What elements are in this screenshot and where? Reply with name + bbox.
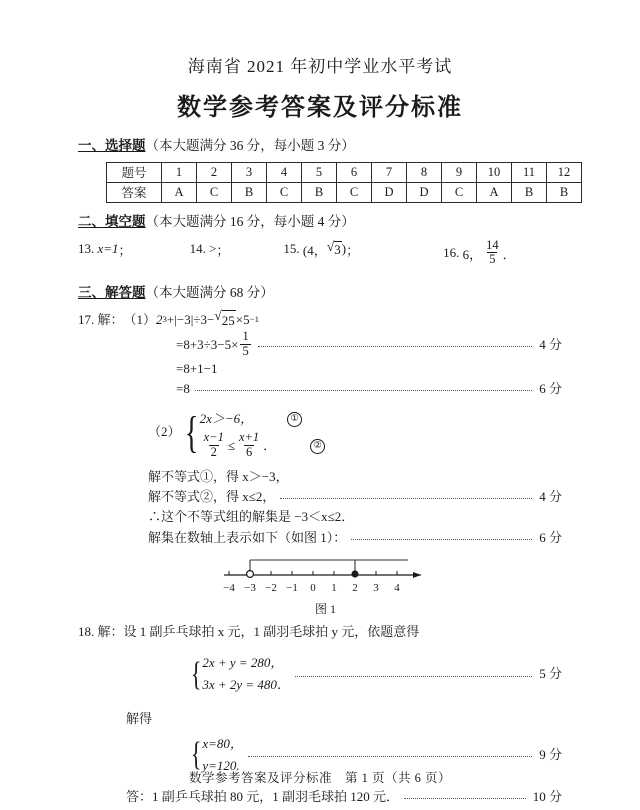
blank-answer-15 [283, 240, 359, 259]
step1-prefix: =8+3÷3−5× [176, 336, 239, 352]
fraction-x-minus-1-over-2 [202, 431, 226, 459]
table-cell-number: 1 [162, 163, 197, 183]
blank-14-number: 14. [189, 241, 206, 256]
dot-leader [295, 668, 532, 677]
table-cell-number: 10 [477, 163, 512, 183]
section-two-label: 二、填空题 [78, 214, 146, 231]
solution-text-4: 解集在数轴上表示如下（如图 1）： [148, 529, 347, 545]
svg-text:4: 4 [394, 581, 400, 594]
fill-blank-answers [78, 237, 562, 274]
svg-text:3: 3 [373, 581, 379, 594]
blank-answer-13 [78, 240, 132, 259]
blank-answer-14 [190, 240, 230, 259]
table-cell-number: 2 [197, 163, 232, 183]
problem-18-equation-system [78, 653, 562, 697]
table-cell-answer: C [337, 183, 372, 203]
blank-13-number: 13. [78, 241, 95, 256]
system-row-2 [200, 432, 326, 459]
dot-leader [404, 790, 526, 799]
expr-radicand: 25 [222, 310, 236, 331]
section-one-note: （本大题满分 36 分，每小题 3 分） [145, 138, 355, 153]
equation-1: 2x + y = 280， [202, 655, 284, 671]
table-cell-answer: B [547, 183, 582, 203]
problem-17-part2-tag: （2） [148, 424, 181, 440]
row-header-answer: 答案 [107, 183, 162, 203]
svg-text:−4: −4 [223, 581, 235, 594]
table-cell-number: 5 [302, 163, 337, 183]
answer-table-wrapper [106, 162, 571, 203]
section-heading-choice [78, 136, 562, 156]
section-three-label: 三、解答题 [78, 284, 146, 301]
problem-18-solve-word: 解： [97, 624, 124, 640]
table-cell-number: 12 [547, 163, 582, 183]
problem-17-step-1 [78, 331, 562, 359]
svg-text:1: 1 [331, 581, 337, 594]
row-header-number: 题号 [107, 163, 162, 183]
fraction-14-over-5 [484, 239, 500, 267]
answer-text: 答：1 副乒乓球拍 80 元，1 副羽毛球拍 120 元． [126, 788, 400, 804]
svg-text:0: 0 [310, 581, 316, 594]
problem-18-answer-line [78, 787, 562, 807]
blank-14-value: > [209, 241, 217, 256]
sqrt-icon: √ 3 [326, 239, 341, 257]
equation-system [188, 653, 290, 697]
dot-leader [248, 748, 532, 757]
problem-17-part1-tag: （1） [123, 311, 157, 327]
inequality-1: 2x＞−6， [199, 410, 254, 426]
score-mark: 6 分 [539, 529, 562, 545]
problem-17-number: 17. [78, 311, 95, 327]
problem-17-step-3 [78, 379, 562, 399]
page-title: 数学参考答案及评分标准 [177, 93, 463, 121]
problem-17 [78, 309, 562, 619]
table-cell-answer: A [477, 183, 512, 203]
equation-2: 3x + 2y = 480． [202, 677, 290, 693]
section-two-note: （本大题满分 16 分，每小题 4 分） [145, 214, 355, 230]
table-cell-answer: C [197, 183, 232, 203]
table-cell-answer: B [232, 183, 267, 203]
fraction-1-over-5 [240, 330, 250, 358]
problem-18-setup-line [78, 622, 562, 642]
blank-15-open: (4， [302, 242, 327, 258]
score-mark: 10 分 [532, 788, 562, 804]
blank-15-tail: ； [346, 242, 360, 258]
problem-17-step-2 [78, 359, 562, 379]
problem-17-expression-line [78, 309, 562, 331]
fraction-denominator: 5 [242, 343, 249, 358]
blank-16-number: 16. [443, 245, 460, 261]
problem-17-solution-line-4 [78, 528, 562, 548]
expr-exponent-2: −1 [249, 313, 260, 324]
table-cell-number: 3 [232, 163, 267, 183]
fraction-numerator: x+1 [238, 430, 260, 445]
fraction-denominator: 5 [489, 252, 496, 267]
result-row-1 [202, 733, 243, 755]
solve-label-text: 解得 [126, 710, 153, 726]
expr-base: 2 [156, 311, 163, 327]
section-heading-solve [78, 283, 562, 303]
svg-text:−1: −1 [286, 581, 298, 594]
table-row-answers [107, 183, 582, 203]
problem-18-solve-label [78, 709, 562, 729]
system-row-2 [202, 675, 290, 697]
row2-tail: ． [263, 437, 277, 453]
problem-18-setup-text: 设 1 副乒乓球拍 x 元，1 副羽毛球拍 y 元，依题意得 [123, 624, 420, 640]
blank-16-tail: ． [502, 246, 516, 262]
dot-leader [258, 338, 533, 347]
score-mark: 6 分 [539, 380, 562, 396]
system-row-1 [200, 405, 326, 432]
problem-17-solution-line-3 [78, 507, 562, 527]
blank-15-number: 15. [283, 241, 300, 256]
dot-leader [351, 531, 532, 540]
fraction-numerator: x−1 [203, 430, 224, 445]
table-cell-answer: A [162, 183, 197, 203]
blank-15-close: ) [341, 241, 347, 256]
table-cell-number: 7 [372, 163, 407, 183]
equation-tag-2: ② [310, 436, 325, 455]
dot-leader [195, 382, 532, 391]
figure-caption: 图 1 [314, 601, 336, 616]
result-x: x=80， [202, 735, 243, 751]
table-cell-number: 8 [407, 163, 442, 183]
step2-text: =8+1−1 [176, 360, 218, 376]
solution-text-2: 解不等式②，得 x≤2， [148, 489, 276, 505]
page-content [78, 52, 571, 807]
problem-17-solution-line-2 [78, 487, 562, 507]
table-cell-answer: B [512, 183, 547, 203]
fraction-numerator: 1 [242, 329, 249, 344]
table-row-numbers [107, 163, 582, 183]
fraction-x-plus-1-over-6 [237, 431, 261, 459]
table-cell-answer: D [372, 183, 407, 203]
score-mark: 4 分 [539, 489, 562, 505]
section-three-note: （本大题满分 68 分） [145, 284, 274, 300]
table-cell-number: 4 [267, 163, 302, 183]
number-line-figure [218, 550, 562, 619]
table-cell-answer: C [442, 183, 477, 203]
problem-17-solve-word: 解： [97, 311, 124, 327]
table-cell-number: 6 [337, 163, 372, 183]
score-mark: 4 分 [539, 336, 562, 352]
expr-exponent: 3 [162, 313, 167, 324]
step3-text: =8 [176, 380, 190, 396]
blank-13-value: x=1 [97, 241, 119, 256]
table-cell-answer: B [302, 183, 337, 203]
blank-15-radicand: 3 [334, 242, 341, 257]
system-rows [200, 405, 326, 459]
table-cell-answer: C [267, 183, 302, 203]
left-brace-icon: { [190, 655, 202, 693]
solution-text-1: 解不等式①，得 x＞−3， [148, 469, 289, 485]
fraction-denominator: 6 [245, 444, 253, 459]
section-heading-blank [78, 212, 562, 232]
svg-text:−2: −2 [265, 581, 277, 594]
left-brace-icon: { [190, 736, 202, 774]
expr-tail: ×5 [235, 311, 250, 327]
system-row-1 [202, 653, 290, 675]
expr-middle: +|−3|÷3− [166, 311, 215, 327]
score-mark: 5 分 [539, 666, 562, 682]
system-rows [202, 653, 290, 697]
sqrt-icon: √ 25 [214, 309, 236, 331]
equation-tag-1: ① [287, 409, 302, 428]
fraction-numerator: 14 [486, 237, 499, 252]
blank-14-tail: ； [216, 242, 230, 258]
problem-17-solution-line-1 [78, 467, 562, 487]
problem-17-part2 [78, 405, 562, 459]
number-line-svg [218, 550, 433, 596]
left-brace-icon: { [184, 407, 198, 457]
exam-title: 海南省 2021 年初中学业水平考试 [187, 57, 453, 76]
result-y: y=120. [202, 757, 240, 773]
blank-13-tail: ； [118, 242, 132, 258]
svg-text:2: 2 [352, 581, 358, 594]
inequality-system [181, 405, 326, 459]
page-footer: 数学参考答案及评分标准 第 1 页（共 6 页） [188, 771, 451, 785]
problem-18-number: 18. [78, 624, 95, 640]
score-mark: 9 分 [539, 746, 562, 762]
dot-leader [280, 490, 532, 499]
blank-16-first: 6， [462, 246, 483, 262]
blank-answer-16 [443, 237, 516, 268]
table-cell-number: 11 [512, 163, 547, 183]
solution-text-3: ∴这个不等式组的解集是 −3＜x≤2． [148, 509, 355, 525]
inequality-relation: ≤ [227, 437, 235, 453]
table-cell-answer: D [407, 183, 442, 203]
fraction-denominator: 2 [210, 444, 217, 459]
table-cell-number: 9 [442, 163, 477, 183]
section-one-label: 一、选择题 [78, 138, 146, 154]
choice-answer-table [106, 162, 582, 203]
svg-text:−3: −3 [244, 581, 256, 594]
